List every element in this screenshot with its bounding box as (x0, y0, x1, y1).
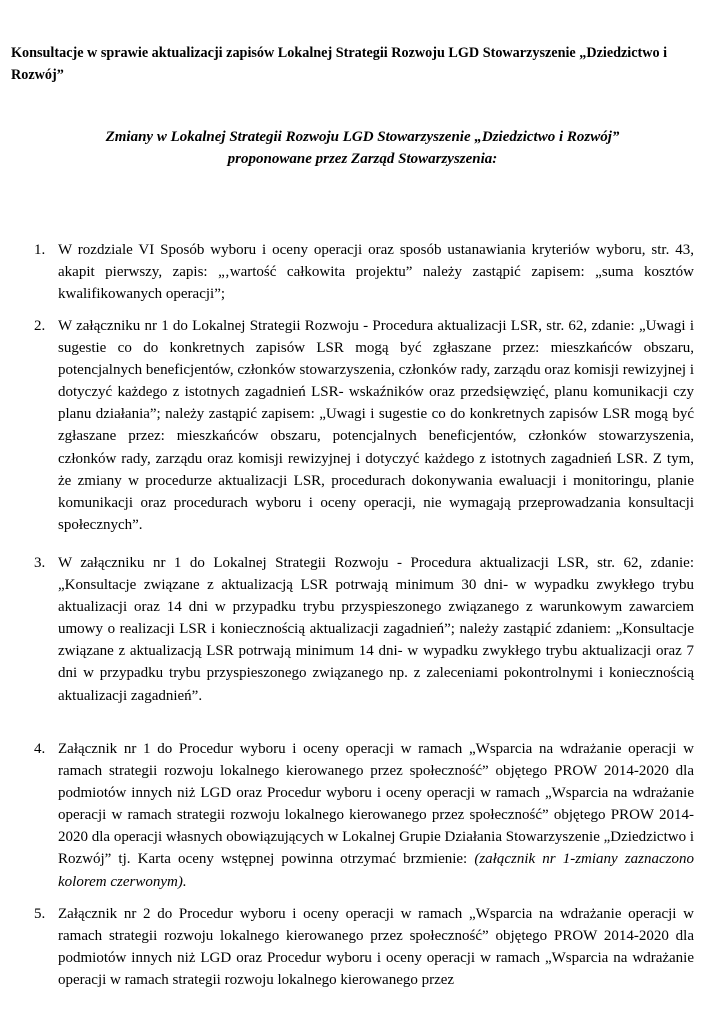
list-item-2 (34, 315, 694, 536)
list-item-number: 2. (34, 318, 46, 334)
list-item-text: Załącznik nr 2 do Procedur wyboru i oceny operacji w ramach „Wsparcia na wdrażanie operacji w ramach strategii rozwoju lokalnego kierowanego przez społeczność” objętego PROW 2014-2020 dla podmiotów innych niż LGD oraz Procedur wyboru i oceny operacji w ramach „Wsparcia na wdrażanie operacji w ramach strategii rozwoju lokalnego kierowanego przez (58, 906, 694, 989)
list-item-4 (34, 738, 695, 893)
subtitle-line-2: proponowane przez Zarząd Stowarzyszenia: (227, 151, 498, 167)
list-item-number: 4. (34, 741, 46, 757)
document-header: Konsultacje w sprawie aktualizacji zapisów Lokalnej Strategii Rozwoju LGD Stowarzyszenie „Dziedzictwo i Rozwój” (11, 45, 668, 83)
list-item-number: 1. (34, 242, 46, 258)
document-subtitle (0, 126, 725, 170)
list-item-text: W rozdziale VI Sposób wyboru i oceny operacji oraz sposób ustanawiania kryteriów wyboru, str. 43, akapit pierwszy, zapis: „‚wartość całkowita projektu” należy zastąpić zapisem: „suma kosztów kwalifikowanych operacji”; (58, 242, 694, 303)
list-item-number: 3. (34, 555, 46, 571)
list-item-3 (34, 552, 694, 707)
list-item-1 (34, 239, 694, 305)
list-item-5 (34, 903, 694, 991)
list-item-text: Załącznik nr 1 do Procedur wyboru i oceny operacji w ramach „Wsparcia na wdrażanie operacji w ramach strategii rozwoju lokalnego kierowanego przez społeczność” objętego PROW 2014-2020 dla podmiotów innych niż LGD oraz Procedur wyboru i oceny operacji w ramach „Wsparcia na wdrażanie operacji w ramach strategii rozwoju lokalnego kierowanego przez społeczność” objętego PROW 2014-2020 dla operacji własnych obowiązujących w Lokalnej Grupie Działania Stowarzyszenie „Dziedzictwo i Rozwój” tj. Karta oceny wstępnej powinna otrzymać brzmienie: (58, 741, 695, 868)
subtitle-line-1: Zmiany w Lokalnej Strategii Rozwoju LGD Stowarzyszenie „Dziedzictwo i Rozwój” (105, 129, 620, 145)
list-item-number: 5. (34, 906, 46, 922)
list-item-text: W załączniku nr 1 do Lokalnej Strategii Rozwoju - Procedura aktualizacji LSR, str. 62, zdanie: „Uwagi i sugestie co do konkretnych zapisów LSR mogą być zgłaszane przez: mieszkańców obszaru, potencjalnych beneficjentów, członków stowarzyszenia, członków rady, zarządu oraz komisji rewizyjnej i dotyczyć każdego z istotnych zagadnień LSR- wskaźników oraz przedsięwzięć, planu komunikacji czy planu działania”; należy zastąpić zapisem: „Uwagi i sugestie co do konkretnych zapisów LSR mogą być zgłaszane przez: mieszkańców obszaru, potencjalnych beneficjentów, członków stowarzyszenia, członków rady, zarządu oraz komisji rewizyjnej i dotyczyć każdego z istotnych zagadnień LSR. Z tym, że zmiany w procedurze aktualizacji LSR, procedurach dokonywania ewaluacji i monitoringu, planie komunikacji oraz procedurach wyboru i oceny operacji, nie wymagają przeprowadzania konsultacji społecznych”. (58, 318, 694, 533)
list-item-text: W załączniku nr 1 do Lokalnej Strategii Rozwoju - Procedura aktualizacji LSR, str. 62, zdanie: „Konsultacje związane z aktualizacją LSR potrwają minimum 30 dni- w wypadku zwykłego trybu aktualizacji oraz 14 dni w przypadku trybu przyspieszonego związanego z warunkowym zawarciem umowy o realizacji LSR i koniecznością aktualizacji zagadnień”; należy zastąpić zdaniem: „Konsultacje związane z aktualizacją LSR potrwają minimum 14 dni- w wypadku zwykłego trybu aktualizacji oraz 7 dni w przypadku trybu przyspieszonego związanego np. z zaleceniami pokontrolnymi i koniecznością aktualizacji zagadnień”. (58, 555, 694, 704)
list-item-note: (załącznik nr 1-zmiany zaznaczono kolorem czerwonym). (58, 851, 694, 890)
